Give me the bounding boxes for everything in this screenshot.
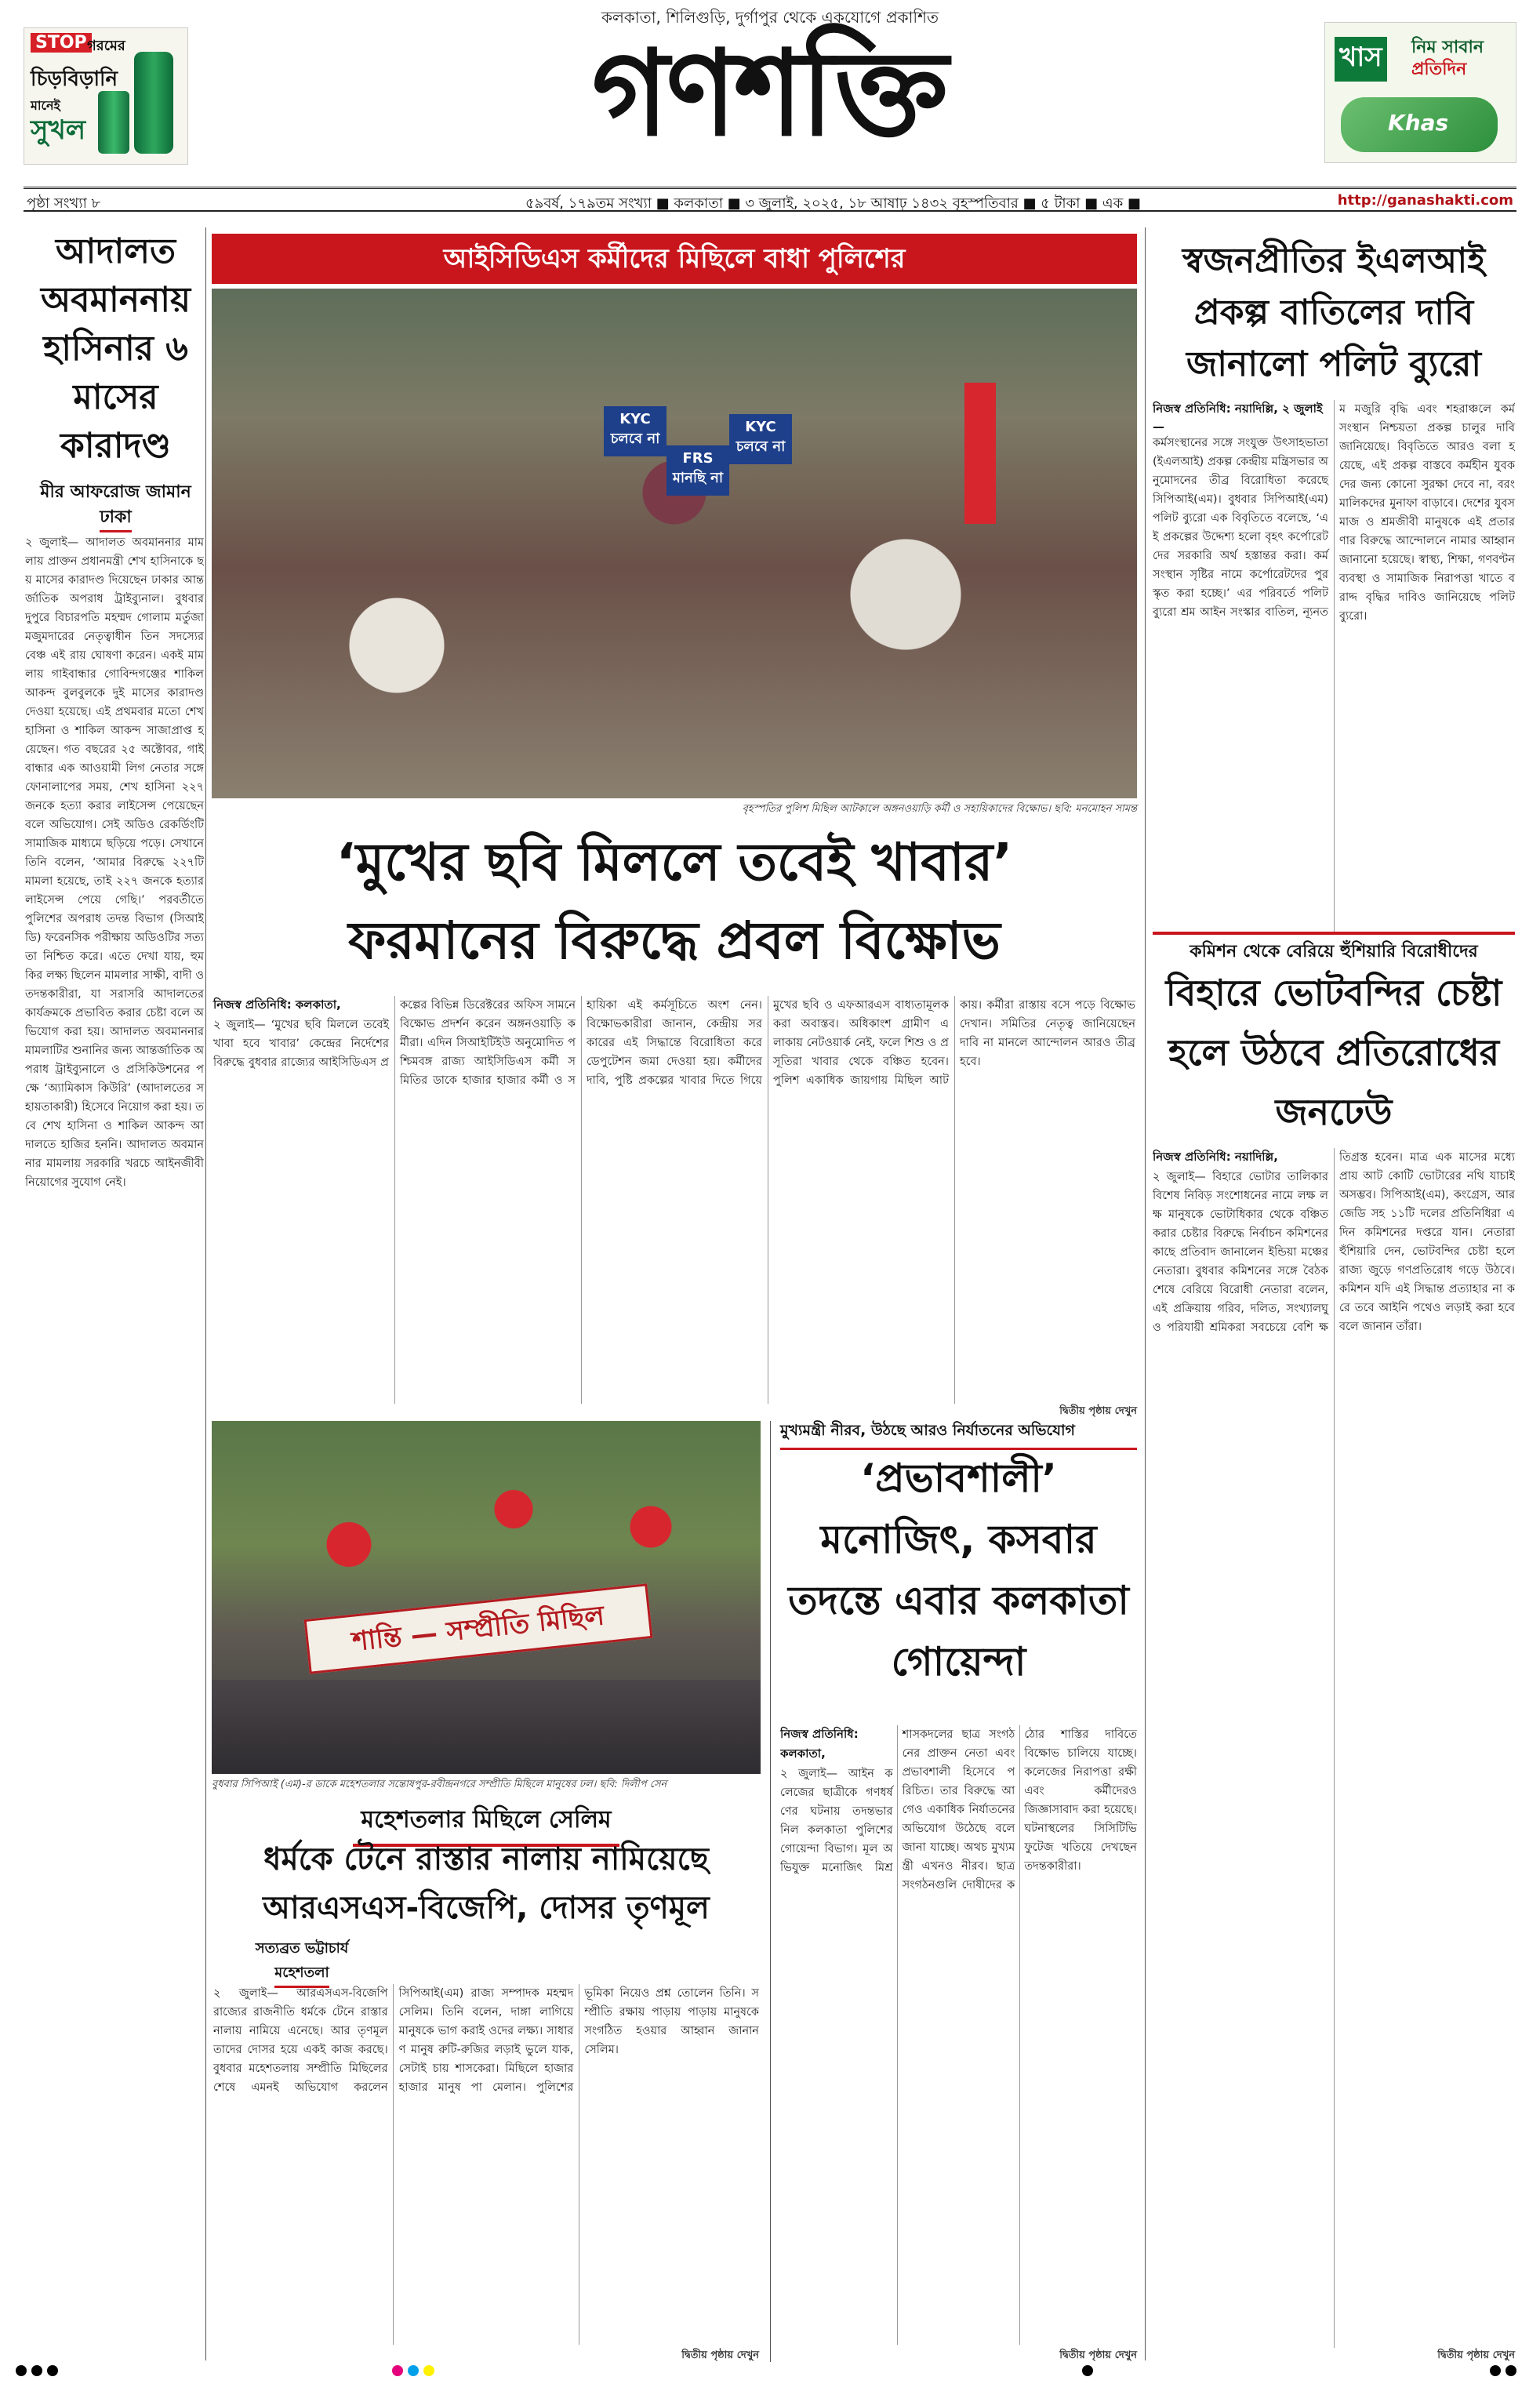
ad-product-tube bbox=[134, 52, 173, 154]
site-url[interactable]: http://ganashakti.com bbox=[1337, 192, 1513, 209]
kasba-byline: নিজস্ব প্রতিনিধি: কলকাতা, bbox=[780, 1727, 859, 1761]
rally-crowd bbox=[212, 1680, 761, 1774]
main-story-text: ২ জুলাই— ‘মুখের ছবি মিললে তবেই খাবা হবে খাবার’ কেন্দ্রের নির্দেশের বিরুদ্ধে বুধবার রাজ্যের আইসিডিএস প্রকল্পের বিভিন্ন ডিরেক্টরের অফিস সামনে বিক্ষোভ প্রদর্শন করেন অঙ্গনওয়াড়ি কর্মীরা। এদিন সিআইটিইউ অনুমোদিত পশ্চিমবঙ্গ রাজ্য আইসিডিএস কর্মী সমিতির ডাকে হাজার হাজার কর্মী ও সহায়িকা এই কর্মসূচিতে অংশ নেন। বিক্ষোভকারীরা জানান, কেন্দ্রীয় সরকারের এই সিদ্ধান্তে বিরোধিতা করে ডেপুটেশন জমা দেওয়া হয়। কর্মীদের দাবি, পুষ্টি প্রকল্পের খাবার দিতে গিয়ে মুখের ছবি ও এফআরএস বাধ্যতামূলক করা অবাস্তব। অধিকাংশ গ্রামীণ এলাকায় নেটওয়ার্ক নেই, ফলে শিশু ও প্রসূতিরা খাবার থেকে বঞ্চিত হবেন। পুলিশ একাধিক জায়গায় মিছিল আটকায়। কর্মীরা রাস্তায় বসে পড়ে বিক্ষোভ দেখান। সমিতির নেতৃত্ব জানিয়েছেন দাবি না মানলে আন্দোলন আরও তীব্র হবে। bbox=[213, 999, 1135, 1087]
main-story-body bbox=[213, 996, 1135, 1404]
salim-story-text: ২ জুলাই— আরএসএস-বিজেপি রাজ্যের রাজনীতি ধর্মকে টেনে রাস্তার নালায় নামিয়ে এনেছে। আর তৃণমূল তাদের দোসর হয়ে একই কাজ করছে। বুধবার মহেশতলায় সম্প্রীতি মিছিলের শেষে এমনই অভিযোগ করলেন সিপিআই(এম) রাজ্য সম্পাদক মহম্মদ সেলিম। তিনি বলেন, দাঙ্গা লাগিয়ে মানুষকে ভাগ করাই ওদের লক্ষ্য। সাধারণ মানুষ রুটি-রুজির লড়াই ভুলে যাক, সেটাই চায় শাসকেরা। মিছিলে হাজার হাজার মানুষ পা মেলান। পুলিশের ভূমিকা নিয়েও প্রশ্ন তোলেন তিনি। সম্প্রীতি রক্ষায় পাড়ায় পাড়ায় মানুষকে সংগঠিত হওয়ার আহ্বান জানান সেলিম। bbox=[213, 1987, 759, 2094]
ad-left-line2: চিড়বিড়ানি bbox=[31, 67, 118, 91]
left-dateline: ঢাকা bbox=[100, 505, 132, 532]
rally-banner: শান্তি — সম্প্রীতি মিছিল bbox=[304, 1583, 653, 1674]
salim-byline-block bbox=[212, 1937, 392, 1988]
print-registration-marks bbox=[0, 2365, 1540, 2379]
info-bar bbox=[24, 187, 1516, 212]
newspaper-logo[interactable]: গণশক্তি bbox=[591, 26, 946, 162]
protest-sign: KYC চলবে না bbox=[729, 414, 792, 464]
kasba-story-body bbox=[780, 1725, 1137, 2345]
protest-photo[interactable] bbox=[212, 289, 1137, 798]
left-byline-name: মীর আফরোজ জামান bbox=[40, 482, 191, 502]
masthead-tagline: কলকাতা, শিলিগুড়ি, দুর্গাপুর থেকে একযোগে প্রকাশিত bbox=[601, 8, 939, 27]
right-story-text: কর্মসংস্থানের সঙ্গে সংযুক্ত উৎসাহভাতা (ইএলআই) প্রকল্প কেন্দ্রীয় মন্ত্রিসভার অনুমোদনের তীব্র বিরোধিতা করেছে সিপিআই(এম)। বুধবার সিপিআই(এম) পলিট ব্যুরো এক বিবৃতিতে বলেছে, ‘এই প্রকল্পের উদ্দেশ্য হলো বৃহৎ কর্পোরেটদের সরকারি অর্থ হস্তান্তর করা। কর্মসংস্থান সৃষ্টির নামে কর্পোরেটদের পুরস্কৃত করা হচ্ছে।’ এর পরিবর্তে পলিট ব্যুরো শ্রম আইন সংস্কার বাতিল, ন্যূনতম মজুরি বৃদ্ধি এবং শহরাঞ্চলে কর্মসংস্থান নিশ্চয়তা প্রকল্প চালুর দাবি জানিয়েছে। বিবৃতিতে আরও বলা হয়েছে, এই প্রকল্প বাস্তবে কর্মহীন যুবকদের জন্য কোনো সুরক্ষা দেবে না, বরং মালিকদের মুনাফা বাড়াবে। দেশের যুবসমাজ ও শ্রমজীবী মানুষকে এই প্রতারণার বিরুদ্ধে আন্দোলনে নামার আহ্বান জানানো হয়েছে। স্বাস্থ্য, শিক্ষা, গণবণ্টন ব্যবস্থা ও সামাজিক নিরাপত্তা খাতে বরাদ্দ বৃদ্ধির দাবিও জানিয়েছে পলিট ব্যুরো। bbox=[1153, 403, 1515, 623]
registration-dot bbox=[408, 2365, 419, 2376]
page-count: পৃষ্ঠা সংখ্যা ৮ bbox=[27, 195, 101, 212]
ad-soap-label: Khas bbox=[1388, 110, 1449, 136]
protest-photo-caption: বৃহস্পতির পুলিশ মিছিল আটকালে অঙ্গনওয়াড়ি কর্মী ও সহায়িকাদের বিক্ষোভ। ছবি: মনমোহন সামন্ত bbox=[742, 803, 1137, 815]
right-story-body bbox=[1153, 400, 1515, 933]
registration-dot bbox=[47, 2365, 58, 2376]
red-flag bbox=[964, 383, 996, 524]
bihar-story-text: ২ জুলাই— বিহারে ভোটার তালিকার বিশেষ নিবিড় সংশোধনের নামে লক্ষ লক্ষ মানুষকে ভোটাধিকার থেকে বঞ্চিত করার চেষ্টার বিরুদ্ধে নির্বাচন কমিশনের কাছে প্রতিবাদ জানালেন ইন্ডিয়া মঞ্চের নেতারা। বুধবার কমিশনের সঙ্গে বৈঠক শেষে বেরিয়ে বিরোধী নেতারা বলেন, এই প্রক্রিয়ায় গরিব, দলিত, সংখ্যালঘু ও পরিযায়ী শ্রমিকরা সবচেয়ে বেশি ক্ষতিগ্রস্ত হবেন। মাত্র এক মাসের মধ্যে প্রায় আট কোটি ভোটারের নথি যাচাই অসম্ভব। সিপিআই(এম), কংগ্রেস, আরজেডি সহ ১১টি দলের প্রতিনিধিরা এদিন কমিশনের দপ্তরে যান। নেতারা হুঁশিয়ারি দেন, ভোটবন্দির চেষ্টা হলে রাজ্য জুড়ে গণপ্রতিরোধ গড়ে উঠবে। কমিশন যদি এই সিদ্ধান্ত প্রত্যাহার না করে তবে আইনি পথেও লড়াই করা হবে বলে জানান তাঁরা। bbox=[1153, 1151, 1515, 1334]
registration-dot bbox=[31, 2365, 42, 2376]
kasba-headline[interactable]: ‘প্রভাবশালী’ মনোজিৎ, কসবার তদন্তে এবার কলকাতা গোয়েন্দা bbox=[788, 1455, 1129, 1684]
kasba-kicker-block bbox=[780, 1416, 1137, 1450]
issue-info: ৫৯বর্ষ, ১৭৯তম সংখ্যা ■ কলকাতা ■ ৩ জুলাই, ২০২৫, ১৮ আষাঢ় ১৪৩২ বৃহস্পতিবার ■ ৫ টাকা ■ এক ■ bbox=[525, 195, 1141, 212]
salim-continued[interactable]: দ্বিতীয় পৃষ্ঠায় দেখুন bbox=[681, 2349, 759, 2361]
registration-dot bbox=[16, 2365, 27, 2376]
rally-photo[interactable] bbox=[212, 1421, 761, 1774]
ad-left[interactable] bbox=[24, 27, 188, 165]
ad-product-box bbox=[98, 91, 129, 154]
bihar-continued[interactable]: দ্বিতীয় পৃষ্ঠায় দেখুন bbox=[1437, 2349, 1515, 2361]
registration-dot bbox=[423, 2365, 434, 2376]
kasba-kicker[interactable]: মুখ্যমন্ত্রী নীরব, উঠছে আরও নির্যাতনের অভিযোগ bbox=[780, 1422, 1076, 1439]
ad-left-stop: STOP bbox=[31, 33, 92, 53]
right-story-headline[interactable]: স্বজনপ্রীতির ইএলআই প্রকল্প বাতিলের দাবি জানালো পলিট ব্যুরো bbox=[1182, 241, 1486, 384]
ad-right-line2: প্রতিদিন bbox=[1411, 60, 1467, 79]
main-headline-1[interactable]: ‘মুখের ছবি মিললে তবেই খাবার’ bbox=[336, 832, 1013, 892]
bihar-headline[interactable]: বিহারে ভোটবন্দির চেষ্টা হলে উঠবে প্রতিরোধের জনঢেউ bbox=[1165, 972, 1502, 1133]
protest-sign: FRS মানছি না bbox=[666, 445, 729, 496]
main-story-continued[interactable]: দ্বিতীয় পৃষ্ঠায় দেখুন bbox=[1059, 1405, 1137, 1417]
kasba-story-text: ২ জুলাই— আইন কলেজের ছাত্রীকে গণধর্ষণের ঘটনায় তদন্তভার নিল কলকাতা পুলিশের গোয়েন্দা বিভাগ। মূল অভিযুক্ত মনোজিৎ মিশ্র শাসকদলের ছাত্র সংগঠনের প্রাক্তন নেতা এবং প্রভাবশালী হিসেবে পরিচিত। তার বিরুদ্ধে আগেও একাধিক নির্যাতনের অভিযোগ উঠেছে বলে জানা যাচ্ছে। অথচ মুখ্যমন্ত্রী এখনও নীরব। ছাত্র সংগঠনগুলি দোষীদের কঠোর শাস্তির দাবিতে বিক্ষোভ চালিয়ে যাচ্ছে। কলেজের নিরাপত্তা রক্ষী এবং কর্মীদেরও জিজ্ঞাসাবাদ করা হয়েছে। ঘটনাস্থলের সিসিটিভি ফুটেজ খতিয়ে দেখছেন তদন্তকারীরা। bbox=[780, 1728, 1137, 1892]
ad-left-line1: গরমের bbox=[87, 38, 125, 54]
left-story-body: ২ জুলাই— আদালত অবমাননার মামলায় প্রাক্তন প্রধানমন্ত্রী শেখ হাসিনাকে ছয় মাসের কারাদণ্ড দিয়েছেন ঢাকার আন্তর্জাতিক অপরাধ ট্রাইব্যুনাল। বুধবার দুপুরে বিচারপতি মহম্মদ গোলাম মর্তুজা মজুমদারের নেতৃত্বাধীন তিন সদস্যের বেঞ্চ এই রায় ঘোষণা করেন। একই মামলায় গাইবান্ধার গোবিন্দগঞ্জের শাকিল আকন্দ বুলবুলকে দুই মাসের কারাদণ্ড দেওয়া হয়েছে। এই প্রথমবার মতো শেখ হাসিনা ও শাকিল আকন্দ সাজাপ্রাপ্ত হয়েছেন। গত বছরের ২৫ অক্টোবর, গাইবান্ধার এক আওয়ামী লিগ নেতার সঙ্গে ফোনালাপের সময়, শেখ হাসিনা ২২৭ জনকে হত্যা করার লাইসেন্স পেয়েছেন বলে অভিযোগ। সেই অডিও রেকর্ডিংটি সামাজিক মাধ্যমে ছড়িয়ে পড়ে। সেখানে তিনি বলেন, ‘আমার বিরুদ্ধে ২২৭টি মামলা হয়েছে, তাই ২২৭ জনকে হত্যার লাইসেন্স পেয়ে গেছি।’ পরবর্তীতে পুলিশের অপরাধ তদন্ত বিভাগ (সিআইডি) ফরেনসিক পরীক্ষায় অডিওটির সত্যতা নিশ্চিত করে। এতে দেখা যায়, হুমকির লক্ষ্য ছিলেন মামলার সাক্ষী, বাদী ও তদন্তকারীরা, যা সরাসরি আদালতের কার্যক্রমকে প্রভাবিত করার চেষ্টা বলে অভিযোগ করা হয়। আদালত অবমাননার মামলাটির শুনানির জন্য আন্তর্জাতিক অপরাধ ট্রাইব্যুনালে ও প্রসিকিউশনের পক্ষে ‘অ্যামিকাস কিউরি’ (আদালতের সহায়তাকারী) হিসেবে নিয়োগ করা হয়। তবে শেখ হাসিনা ও শাকিল আকন্দ আদালতে হাজির হননি। আদালত অবমাননার মামলায় সরকারি খরচে আইনজীবী নিয়োগের সুযোগ নেই। bbox=[25, 536, 204, 1189]
right-story-byline: নিজস্ব প্রতিনিধি: নয়াদিল্লি, ২ জুলাই— bbox=[1153, 402, 1323, 434]
ad-left-line4: সুখল bbox=[31, 114, 86, 146]
column-rule-left bbox=[205, 227, 206, 2360]
salim-headline[interactable]: ধর্মকে টেনে রাস্তার নালায় নামিয়েছে আরএসএস-বিজেপি, দোসর তৃণমূল bbox=[263, 1841, 710, 1926]
ad-right-brand: খাস bbox=[1335, 37, 1387, 82]
bihar-byline: নিজস্ব প্রতিনিধি: নয়াদিল্লি, bbox=[1153, 1150, 1278, 1164]
salim-story-body bbox=[213, 1984, 759, 2345]
ad-right-line1: নিম সাবান bbox=[1411, 38, 1484, 57]
bihar-story-body bbox=[1153, 1148, 1515, 2348]
left-story-byline bbox=[24, 480, 208, 532]
salim-dateline: মহেশতলা bbox=[274, 1961, 329, 1988]
ad-right[interactable] bbox=[1324, 22, 1516, 163]
registration-dot bbox=[1505, 2365, 1516, 2376]
main-headline-2[interactable]: ফরমানের বিরুদ্ধে প্রবল বিক্ষোভ bbox=[348, 910, 1001, 971]
protest-sign: KYC চলবে না bbox=[604, 406, 666, 456]
left-story-headline[interactable]: আদালত অবমাননায় হাসিনার ৬ মাসের কারাদণ্ড bbox=[41, 231, 191, 466]
ad-right-tagline bbox=[1411, 37, 1484, 81]
ad-soap-image bbox=[1341, 97, 1498, 152]
kasba-continued[interactable]: দ্বিতীয় পৃষ্ঠায় দেখুন bbox=[1059, 2349, 1137, 2361]
column-rule-kasba bbox=[770, 1421, 771, 2362]
salim-kicker[interactable]: মহেশতলার মিছিলে সেলিম bbox=[353, 1797, 619, 1847]
registration-dot bbox=[392, 2365, 403, 2376]
salim-byline: সত্যব্রত ভট্টাচার্য bbox=[255, 1940, 349, 1957]
bihar-kicker[interactable]: কমিশন থেকে বেরিয়ে হুঁশিয়ারি বিরোধীদের bbox=[1190, 942, 1478, 961]
registration-dot bbox=[1082, 2365, 1093, 2376]
main-story-byline: নিজস্ব প্রতিনিধি: কলকাতা, bbox=[213, 998, 341, 1012]
ad-left-line3: মানেই bbox=[31, 98, 60, 113]
main-story-kicker[interactable]: আইসিডিএস কর্মীদের মিছিলে বাধা পুলিশের bbox=[212, 234, 1137, 284]
rally-photo-caption: বুধবার সিপিআই (এম)-র ডাকে মহেশতলার সন্তোষপুর-রবীন্দ্রনগরে সম্প্রীতি মিছিলে মানুষের ঢল। ছবি: দিলীপ সেন bbox=[212, 1779, 667, 1790]
column-rule-right bbox=[1145, 227, 1146, 2360]
registration-dot bbox=[1490, 2365, 1501, 2376]
